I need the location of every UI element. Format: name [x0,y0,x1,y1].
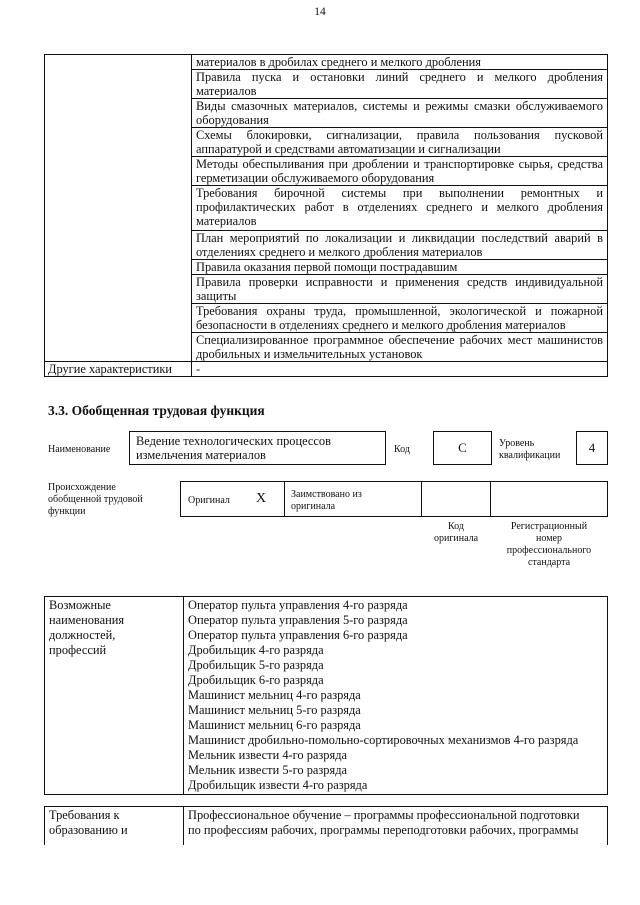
caption-line: профессионального [506,545,592,556]
table-cell: - [192,362,608,377]
table-cell: План мероприятий по локализации и ликвидации последствий аварий в отделениях среднего и мелкого дробления материалов [192,231,608,260]
borrowed-label [291,489,362,513]
table-cell: Правила проверки исправности и применения средств индивидуальной защиты [192,275,608,304]
table-cell: Требования охраны труда, промышленной, экологической и пожарной безопасности в отделениях среднего и мелкого дробления материалов [192,304,608,333]
list-item: Дробильщик 4-го разряда [188,643,324,657]
list-item: Оператор пульта управления 4-го разряда [188,598,408,612]
function-name-line: Ведение технологических процессов [136,434,331,448]
name-label: Наименование [48,444,111,455]
list-item: Оператор пульта управления 5-го разряда [188,613,408,627]
table-row [45,362,608,377]
divider [421,481,422,517]
table-row [45,55,608,70]
origin-label [48,482,143,518]
education-text [184,807,608,846]
function-name-line: измельчения материалов [136,448,266,462]
label-line: профессий [49,643,107,657]
education-table [44,806,608,845]
code-label: Код [394,444,410,455]
borrowed-label-line: оригинала [291,501,336,512]
job-titles-label [45,597,184,795]
job-titles-table [44,596,608,795]
page-number: 14 [314,6,326,18]
table-cell: Схемы блокировки, сигнализации, правила пользования пусковой аппаратурой и средствами автоматизации и сигнализации [192,128,608,157]
table-row [45,807,608,846]
origin-label-line: Происхождение [48,482,116,493]
origin-label-line: функции [48,506,86,517]
table-cell: Специализированное программное обеспечение рабочих мест машинистов дробильных и измельчительных установок [192,333,608,362]
list-item: Машинист мельниц 5-го разряда [188,703,361,717]
registration-number-caption [490,521,608,569]
label-line: образованию и [49,823,128,837]
text-line: Профессиональное обучение – программы профессиональной подготовки [188,808,580,822]
level-label-line: Уровень [499,438,535,449]
requirements-table [44,54,608,377]
level-label-line: квалификации [499,450,561,461]
label-line: наименования [49,613,125,627]
label-line: Возможные [49,598,111,612]
caption-line: Код [448,521,464,532]
list-item: Мельник извести 4-го разряда [188,748,347,762]
borrowed-label-line: Заимствовано из [291,489,362,500]
level-value-box: 4 [576,431,608,465]
table-cell: Виды смазочных материалов, системы и режимы смазки обслуживаемого оборудования [192,99,608,128]
table-cell: Требования бирочной системы при выполнении ремонтных и профилактических работ в отделениях среднего и мелкого дробления материалов [192,186,608,231]
caption-line: оригинала [433,533,479,544]
list-item: Машинист дробильно-помольно-сортировочных механизмов 4-го разряда [188,733,579,747]
table-label-cell: Другие характеристики [45,362,192,377]
table-cell: Правила оказания первой помощи пострадавшим [192,260,608,275]
label-line: должностей, [49,628,116,642]
level-label [499,438,560,462]
list-item: Дробильщик 6-го разряда [188,673,324,687]
list-item: Машинист мельниц 4-го разряда [188,688,361,702]
table-cell: Методы обеспыливания при дроблении и транспортировке сырья, средства герметизации обслуживаемого оборудования [192,157,608,186]
education-label [45,807,184,846]
list-item: Мельник извести 5-го разряда [188,763,347,777]
list-item: Дробильщик извести 4-го разряда [188,778,368,792]
caption-line: стандарта [527,557,571,568]
table-cell: Правила пуска и остановки линий среднего и мелкого дробления материалов [192,70,608,99]
section-heading: 3.3. Обобщенная трудовая функция [48,403,265,418]
origin-label-line: обобщенной трудовой [48,494,143,505]
table-row [45,597,608,795]
text-line: по профессиям рабочих, программы переподготовки рабочих, программы [188,823,579,837]
divider [490,481,491,517]
original-label: Оригинал [188,495,230,506]
list-item: Оператор пульта управления 6-го разряда [188,628,408,642]
function-name-box [129,431,386,465]
original-mark: X [256,491,267,506]
table-cell: материалов в дробилах среднего и мелкого дробления [192,55,608,70]
list-item: Машинист мельниц 6-го разряда [188,718,361,732]
label-line: Требования к [49,808,120,822]
origin-frame [180,481,608,517]
job-titles-list [184,597,608,795]
caption-line: Регистрационный [510,521,588,532]
code-original-caption [421,521,491,545]
divider [284,481,285,517]
code-value-box: C [433,431,492,465]
caption-line: номер [536,533,562,544]
list-item: Дробильщик 5-го разряда [188,658,324,672]
table-label-cell [45,55,192,362]
